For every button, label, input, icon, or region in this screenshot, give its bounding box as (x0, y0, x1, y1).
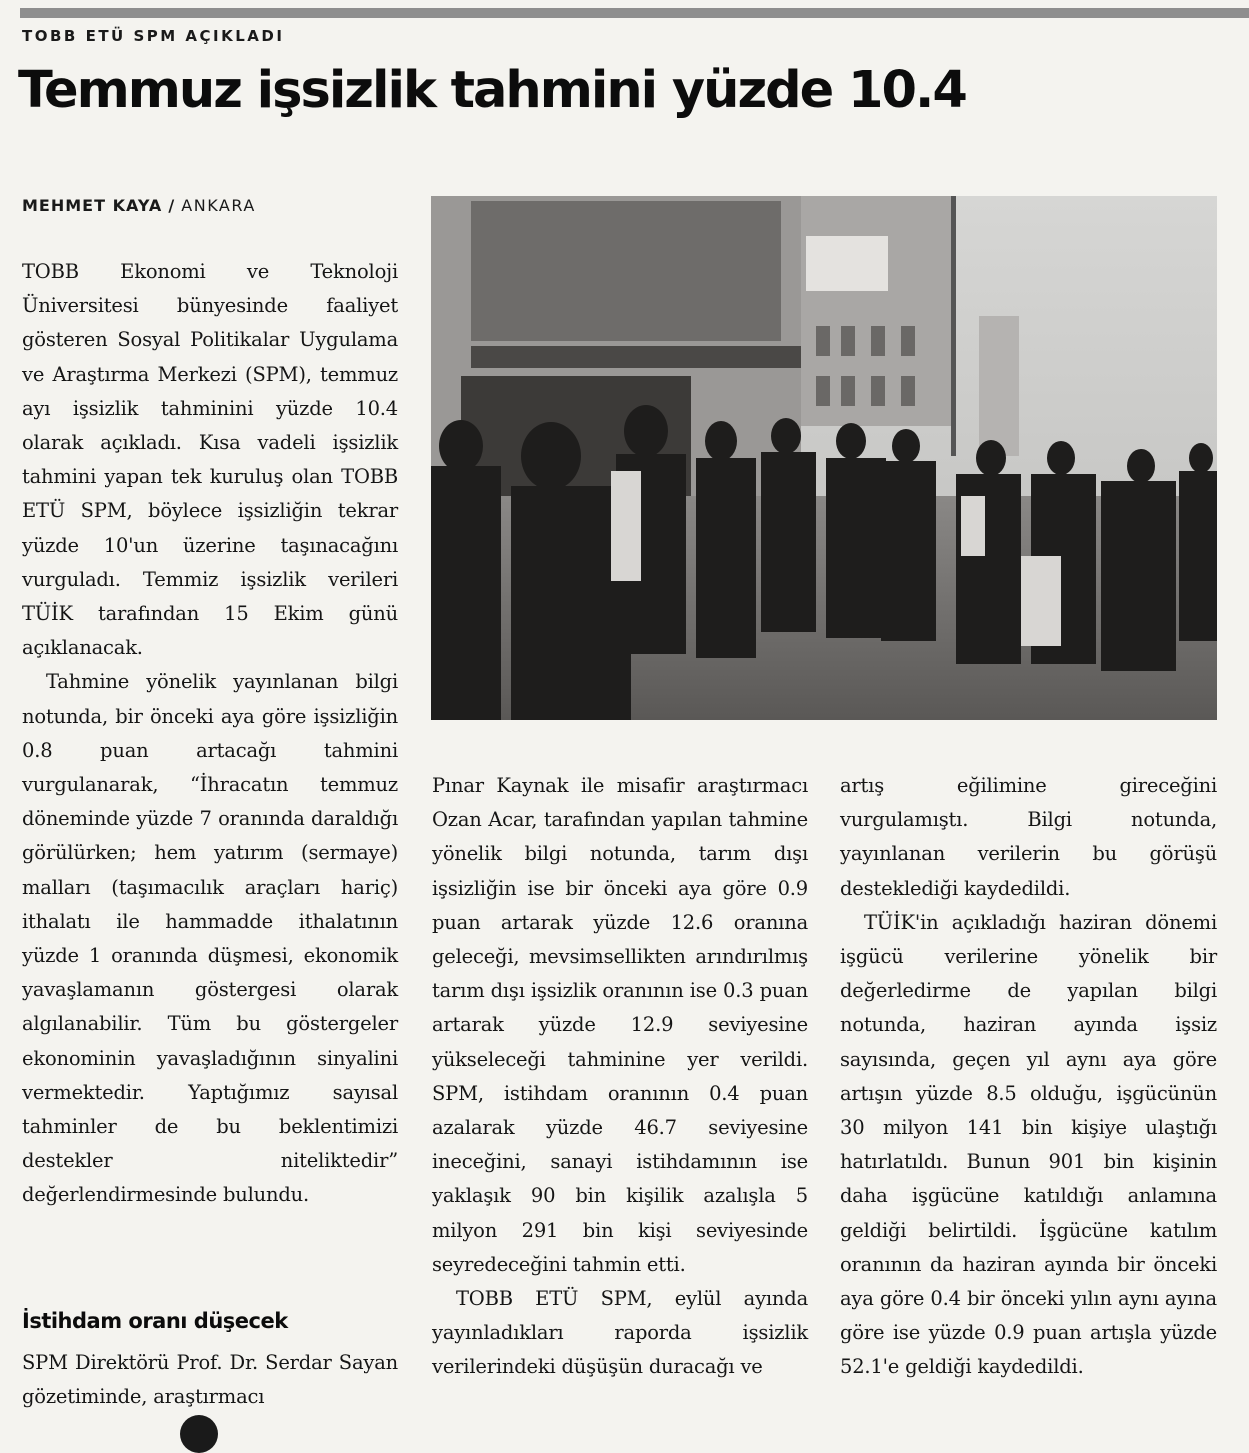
paragraph: TOBB Ekonomi ve Teknoloji Üniversitesi bünyesinde faaliyet gösteren Sosyal Politikalar Uygulama ve Araştırma Merkezi (SPM), temmuz ayı işsizlik tahminini yüzde 10.4 olarak açıkladı. Kısa vadeli işsizlik tahmini yapan tek kuruluş olan TOBB ETÜ SPM, böylece işsizliğin tekrar yüzde 10'un üzerine taşınacağını vurguladı. Temmiz işsizlik verileri TÜİK tarafından 15 Ekim günü açıklanacak. (22, 260, 398, 660)
article-column-2 (432, 769, 808, 1385)
headline: Temmuz işsizlik tahmini yüzde 10.4 (18, 61, 966, 120)
byline-author: MEHMET KAYA (22, 196, 163, 215)
byline-separator: / (168, 196, 176, 215)
paragraph: TOBB ETÜ SPM, eylül ayında yayınladıkları raporda işsizlik verilerindeki düşüşün duracağı ve (432, 1287, 808, 1379)
crowd-photo (431, 196, 1217, 720)
crowd-photo-icon (431, 196, 1217, 720)
paragraph: Tahmine yönelik yayınlanan bilgi notunda, bir önceki aya göre işsizliğin 0.8 puan artacağı tahmini vurgulanarak, “İhracatın temmuz döneminde yüzde 7 oranında daraldığı görülürken; hem yatırım (sermaye) malları (taşımacılık araçları hariç) ithalatı ile hammadde ithalatının yüzde 1 oranında düşmesi, ekonomik yavaşlamanın göstergesi olarak algılanabilir. Tüm bu göstergeler ekonominin yavaşladığının sinyalini vermektedir. Yaptığımız sayısal tahminler de bu beklentimizi destekler niteliktedir” değerlendirmesinde bulundu. (22, 670, 398, 1207)
paragraph: TÜİK'in açıkladığı haziran dönemi işgücü verilerine yönelik bir değerledirme de yapılan bilgi notunda, haziran ayında işsiz sayısında, geçen yıl aynı aya göre artışın yüzde 8.5 olduğu, işgücünün 30 milyon 141 bin kişiye ulaştığı hatırlatıldı. Bunun 901 bin kişinin daha işgücüne katıldığı anlamına geldiği belirtildi. İşgücüne katılım oranının da haziran ayında bir önceki aya göre 0.4 bir önceki yılın aynı ayına göre ise yüzde 0.9 puan artışla yüzde 52.1'e geldiği kaydedildi. (840, 910, 1217, 1379)
article-column-3 (840, 769, 1217, 1385)
paragraph: SPM Direktörü Prof. Dr. Serdar Sayan gözetiminde, araştırmacı (22, 1351, 398, 1409)
byline-location: ANKARA (181, 196, 256, 215)
article-column-1-continued (22, 1346, 398, 1414)
page-marker-dot (180, 1415, 218, 1453)
subheading: İstihdam oranı düşecek (22, 1309, 288, 1333)
paragraph: artış eğilimine gireceğini vurgulamıştı. Bilgi notunda, yayınlanan verilerin bu görüşü desteklediği kaydedildi. (840, 774, 1217, 900)
paragraph: Pınar Kaynak ile misafir araştırmacı Ozan Acar, tarafından yapılan tahmine yönelik bilgi notunda, tarım dışı işsizliğin ise bir önceki aya göre 0.9 puan artarak yüzde 12.6 oranına geleceği, mevsimsellikten arındırılmış tarım dışı işsizlik oranının ise 0.3 puan artarak yüzde 12.9 seviyesine yükseleceği tahminine yer verildi. SPM, istihdam oranının 0.4 puan azalarak yüzde 46.7 seviyesine ineceğini, sanayi istihdamının ise yaklaşık 90 bin kişilik azalışla 5 milyon 291 bin kişi seviyesinde seyredeceğini tahmin etti. (432, 774, 808, 1276)
top-rule (20, 8, 1249, 18)
byline (22, 196, 256, 215)
kicker: TOBB ETÜ SPM AÇIKLADI (22, 27, 285, 45)
article-column-1 (22, 255, 398, 1213)
